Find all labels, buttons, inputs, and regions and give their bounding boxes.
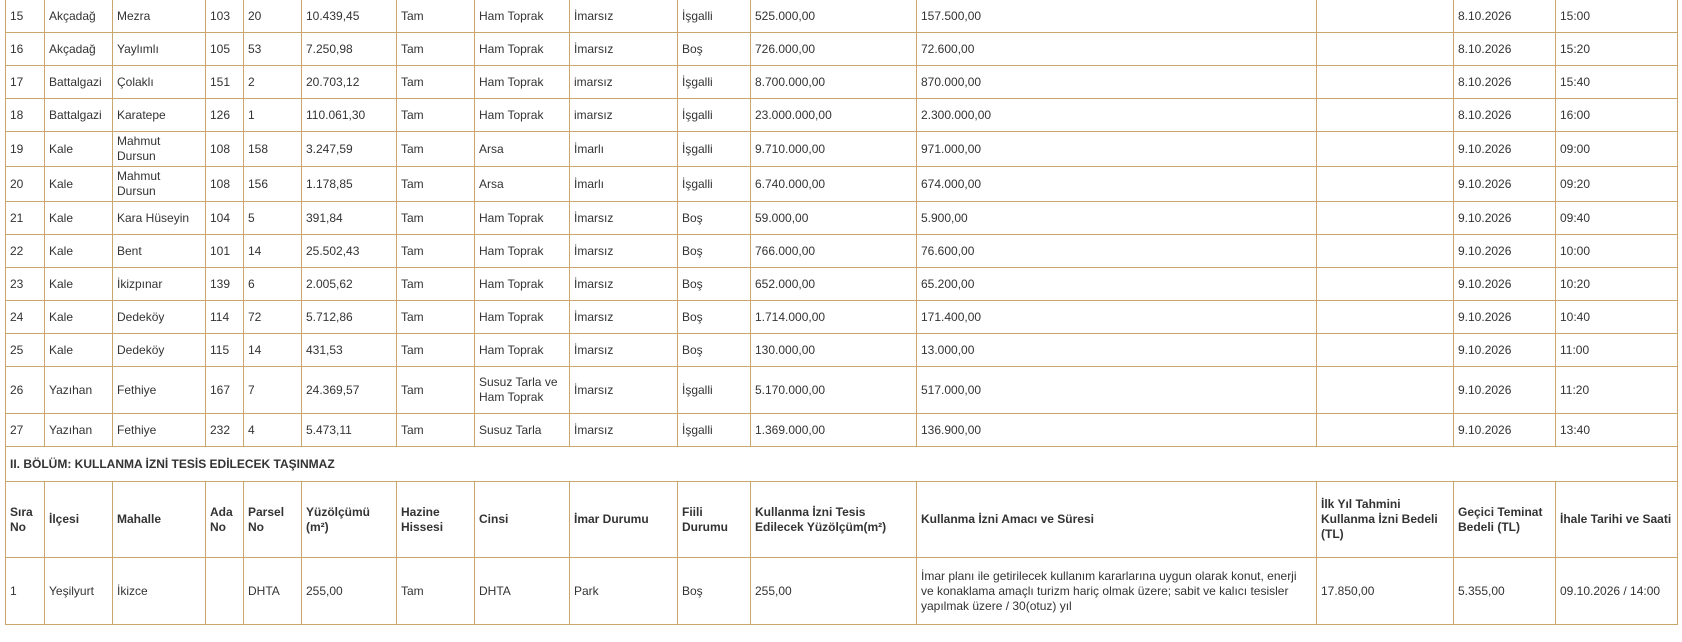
cell-empty [1317,414,1454,447]
cell-hisse: Tam [397,66,475,99]
cell-ihale-tarihi: 9.10.2026 [1454,334,1556,367]
cell-sira-no: 23 [6,268,45,301]
cell-ihale-saati: 15:40 [1556,66,1678,99]
cell-parsel: 72 [244,301,302,334]
cell-ihale-saati: 13:40 [1556,414,1678,447]
header-kullanma-izni-amaci: Kullanma İzni Amacı ve Süresi [917,482,1317,558]
property-rows [6,0,1678,447]
cell-sira-no: 24 [6,301,45,334]
section-2-title: II. BÖLÜM: KULLANMA İZNİ TESİS EDİLECEK TAŞINMAZ [6,447,1678,482]
cell-fiili: İşgalli [678,132,751,167]
cell-empty [1317,0,1454,33]
table-row [6,367,1678,414]
cell-ihale-tarihi: 09.10.2026 / 14:00 [1556,558,1678,625]
cell-ihale-tarihi: 9.10.2026 [1454,202,1556,235]
header-cinsi: Cinsi [475,482,570,558]
cell-cinsi: Ham Toprak [475,66,570,99]
cell-cinsi: Arsa [475,167,570,202]
cell-gecici-teminat: 870.000,00 [917,66,1317,99]
cell-parsel: 2 [244,66,302,99]
cell-fiili: Boş [678,268,751,301]
cell-cinsi: Ham Toprak [475,301,570,334]
cell-mahalle: Karatepe [113,99,206,132]
table-row [6,334,1678,367]
cell-ada: 126 [206,99,244,132]
cell-ihale-saati: 09:40 [1556,202,1678,235]
cell-cinsi: Ham Toprak [475,268,570,301]
table-row [6,167,1678,202]
cell-mahalle: Fethiye [113,414,206,447]
cell-hisse: Tam [397,235,475,268]
cell-mahalle: Dedeköy [113,301,206,334]
cell-fiili: Boş [678,558,751,625]
cell-mahalle: Çolaklı [113,66,206,99]
cell-ihale-saati: 10:20 [1556,268,1678,301]
cell-ihale-tarihi: 9.10.2026 [1454,367,1556,414]
cell-imar: İmarsız [570,33,678,66]
header-hazine-hissesi: Hazine Hissesi [397,482,475,558]
cell-tahmini-bedel: 1.714.000,00 [751,301,917,334]
cell-sira-no: 22 [6,235,45,268]
cell-mahalle: Bent [113,235,206,268]
cell-fiili: Boş [678,334,751,367]
header-ada-no: Ada No [206,482,244,558]
table-row [6,414,1678,447]
cell-tahmini-bedel: 1.369.000,00 [751,414,917,447]
cell-parsel: 14 [244,334,302,367]
cell-empty [1317,33,1454,66]
cell-gecici-teminat: 2.300.000,00 [917,99,1317,132]
cell-ada: 104 [206,202,244,235]
cell-hisse: Tam [397,268,475,301]
cell-kullanma-izni-amaci: İmar planı ile getirilecek kullanım kararlarına uygun olarak konut, enerji ve konaklama amaçlı turizm hariç olmak üzere; sabit ve kalıcı tesisler yapılmak üzere / 30(otuz) yıl [917,558,1317,625]
cell-tahmini-bedel: 6.740.000,00 [751,167,917,202]
cell-hisse: Tam [397,167,475,202]
header-ihale-tarihi: İhale Tarihi ve Saati [1556,482,1678,558]
cell-kullanma-izni-yuzolcum: 255,00 [751,558,917,625]
cell-parsel: 5 [244,202,302,235]
cell-tahmini-bedel: 652.000,00 [751,268,917,301]
cell-hisse: Tam [397,414,475,447]
cell-ilce: Battalgazi [45,99,113,132]
cell-ilce: Kale [45,167,113,202]
cell-ilce: Yazıhan [45,367,113,414]
cell-imar: İmarsız [570,235,678,268]
cell-ihale-tarihi: 9.10.2026 [1454,132,1556,167]
cell-imar: Park [570,558,678,625]
cell-fiili: Boş [678,33,751,66]
cell-tahmini-bedel: 130.000,00 [751,334,917,367]
cell-imar: İmarsız [570,334,678,367]
cell-cinsi: DHTA [475,558,570,625]
cell-tahmini-bedel: 9.710.000,00 [751,132,917,167]
cell-empty [1317,268,1454,301]
cell-empty [1317,99,1454,132]
cell-gecici-teminat: 171.400,00 [917,301,1317,334]
cell-ilce: Yazıhan [45,414,113,447]
cell-sira-no: 27 [6,414,45,447]
cell-cinsi: Susuz Tarla ve Ham Toprak [475,367,570,414]
auction-table [5,0,1678,625]
cell-gecici-teminat: 157.500,00 [917,0,1317,33]
cell-mahalle: Yaylımlı [113,33,206,66]
table-row [6,0,1678,33]
cell-parsel: 53 [244,33,302,66]
cell-imar: İmarsız [570,0,678,33]
cell-yuzolcum: 5.473,11 [302,414,397,447]
cell-fiili: İşgalli [678,414,751,447]
cell-tahmini-bedel: 59.000,00 [751,202,917,235]
cell-cinsi: Ham Toprak [475,235,570,268]
cell-ilce: Kale [45,268,113,301]
cell-gecici-teminat: 13.000,00 [917,334,1317,367]
cell-gecici-teminat: 674.000,00 [917,167,1317,202]
cell-ilk-yil-bedeli: 17.850,00 [1317,558,1454,625]
cell-yuzolcum: 24.369,57 [302,367,397,414]
cell-hisse: Tam [397,367,475,414]
cell-sira-no: 16 [6,33,45,66]
cell-ihale-saati: 16:00 [1556,99,1678,132]
cell-cinsi: Ham Toprak [475,334,570,367]
cell-hisse: Tam [397,202,475,235]
table-row [6,33,1678,66]
cell-ihale-tarihi: 9.10.2026 [1454,235,1556,268]
cell-yuzolcum: 255,00 [302,558,397,625]
cell-tahmini-bedel: 525.000,00 [751,0,917,33]
cell-gecici-teminat: 72.600,00 [917,33,1317,66]
cell-fiili: İşgalli [678,167,751,202]
cell-empty [1317,66,1454,99]
section-2-title-row [6,447,1678,482]
table-row [6,301,1678,334]
cell-sira-no: 20 [6,167,45,202]
cell-ilce: Akçadağ [45,0,113,33]
cell-yuzolcum: 10.439,45 [302,0,397,33]
cell-ada: 105 [206,33,244,66]
cell-empty [1317,367,1454,414]
cell-sira-no: 15 [6,0,45,33]
cell-ilce: Battalgazi [45,66,113,99]
table-row [6,99,1678,132]
cell-cinsi: Ham Toprak [475,0,570,33]
cell-imar: İmarsız [570,268,678,301]
cell-cinsi: Ham Toprak [475,33,570,66]
cell-ihale-saati: 11:00 [1556,334,1678,367]
cell-ihale-tarihi: 9.10.2026 [1454,414,1556,447]
header-yuzolcumu: Yüzölçümü (m²) [302,482,397,558]
cell-ada: 101 [206,235,244,268]
cell-ihale-saati: 10:00 [1556,235,1678,268]
header-ilk-yil-bedeli: İlk Yıl Tahmini Kullanma İzni Bedeli (TL) [1317,482,1454,558]
cell-yuzolcum: 110.061,30 [302,99,397,132]
cell-ilce: Kale [45,202,113,235]
cell-tahmini-bedel: 726.000,00 [751,33,917,66]
cell-yuzolcum: 1.178,85 [302,167,397,202]
cell-ilce: Yeşilyurt [45,558,113,625]
cell-fiili: Boş [678,301,751,334]
cell-fiili: İşgalli [678,0,751,33]
cell-ihale-tarihi: 8.10.2026 [1454,33,1556,66]
cell-yuzolcum: 20.703,12 [302,66,397,99]
table-row [6,202,1678,235]
cell-ada: 103 [206,0,244,33]
cell-fiili: Boş [678,202,751,235]
cell-hisse: Tam [397,99,475,132]
cell-yuzolcum: 5.712,86 [302,301,397,334]
cell-empty [1317,301,1454,334]
cell-hisse: Tam [397,558,475,625]
cell-imar: İmarlı [570,167,678,202]
cell-yuzolcum: 2.005,62 [302,268,397,301]
cell-imar: İmarsız [570,367,678,414]
cell-empty [1317,235,1454,268]
cell-ihale-tarihi: 8.10.2026 [1454,99,1556,132]
cell-fiili: İşgalli [678,367,751,414]
cell-mahalle: Dedeköy [113,334,206,367]
table-row [6,66,1678,99]
cell-parsel: 1 [244,99,302,132]
cell-parsel: 7 [244,367,302,414]
cell-yuzolcum: 391,84 [302,202,397,235]
cell-imar: İmarsız [570,414,678,447]
cell-sira-no: 19 [6,132,45,167]
cell-parsel: DHTA [244,558,302,625]
cell-yuzolcum: 3.247,59 [302,132,397,167]
cell-gecici-teminat: 65.200,00 [917,268,1317,301]
cell-ihale-saati: 09:00 [1556,132,1678,167]
cell-fiili: Boş [678,235,751,268]
cell-ada: 108 [206,132,244,167]
cell-fiili: İşgalli [678,66,751,99]
cell-gecici-teminat: 5.355,00 [1454,558,1556,625]
cell-ilce: Akçadağ [45,33,113,66]
cell-ilce: Kale [45,235,113,268]
cell-ihale-saati: 15:00 [1556,0,1678,33]
cell-sira-no: 26 [6,367,45,414]
cell-ada: 151 [206,66,244,99]
cell-gecici-teminat: 76.600,00 [917,235,1317,268]
section-2-header-row [6,482,1678,558]
cell-parsel: 6 [244,268,302,301]
cell-cinsi: Ham Toprak [475,202,570,235]
cell-ihale-tarihi: 9.10.2026 [1454,167,1556,202]
table-row [6,268,1678,301]
cell-ihale-tarihi: 8.10.2026 [1454,66,1556,99]
cell-yuzolcum: 7.250,98 [302,33,397,66]
header-gecici-teminat: Geçici Teminat Bedeli (TL) [1454,482,1556,558]
cell-parsel: 4 [244,414,302,447]
cell-ihale-saati: 09:20 [1556,167,1678,202]
cell-sira-no: 1 [6,558,45,625]
cell-cinsi: Susuz Tarla [475,414,570,447]
cell-parsel: 158 [244,132,302,167]
cell-cinsi: Arsa [475,132,570,167]
header-mahalle: Mahalle [113,482,206,558]
cell-cinsi: Ham Toprak [475,99,570,132]
header-parsel-no: Parsel No [244,482,302,558]
table-row [6,132,1678,167]
cell-parsel: 156 [244,167,302,202]
cell-hisse: Tam [397,33,475,66]
table-row [6,235,1678,268]
cell-gecici-teminat: 136.900,00 [917,414,1317,447]
cell-yuzolcum: 25.502,43 [302,235,397,268]
header-imar-durumu: İmar Durumu [570,482,678,558]
cell-hisse: Tam [397,132,475,167]
cell-ihale-tarihi: 9.10.2026 [1454,268,1556,301]
cell-imar: imarsız [570,99,678,132]
cell-ada: 108 [206,167,244,202]
cell-ada: 232 [206,414,244,447]
cell-mahalle: Mahmut Dursun [113,167,206,202]
cell-parsel: 14 [244,235,302,268]
cell-sira-no: 17 [6,66,45,99]
cell-tahmini-bedel: 766.000,00 [751,235,917,268]
cell-hisse: Tam [397,334,475,367]
cell-ihale-saati: 11:20 [1556,367,1678,414]
cell-ihale-saati: 10:40 [1556,301,1678,334]
cell-sira-no: 25 [6,334,45,367]
cell-imar: İmarsız [570,202,678,235]
cell-mahalle: Fethiye [113,367,206,414]
cell-imar: imarsız [570,66,678,99]
cell-tahmini-bedel: 5.170.000,00 [751,367,917,414]
cell-gecici-teminat: 971.000,00 [917,132,1317,167]
cell-empty [1317,132,1454,167]
cell-mahalle: Kara Hüseyin [113,202,206,235]
cell-ilce: Kale [45,301,113,334]
header-ilcesi: İlçesi [45,482,113,558]
cell-fiili: İşgalli [678,99,751,132]
cell-parsel: 20 [244,0,302,33]
cell-mahalle: Mezra [113,0,206,33]
section-2-row [6,558,1678,625]
cell-sira-no: 21 [6,202,45,235]
cell-gecici-teminat: 5.900,00 [917,202,1317,235]
header-sira-no: Sıra No [6,482,45,558]
cell-tahmini-bedel: 8.700.000,00 [751,66,917,99]
cell-ada: 167 [206,367,244,414]
cell-empty [1317,167,1454,202]
cell-hisse: Tam [397,0,475,33]
header-kullanma-izni-yuzolcum: Kullanma İzni Tesis Edilecek Yüzölçüm(m²) [751,482,917,558]
cell-imar: İmarsız [570,301,678,334]
cell-ilce: Kale [45,132,113,167]
cell-ada: 139 [206,268,244,301]
cell-imar: İmarlı [570,132,678,167]
cell-ihale-tarihi: 8.10.2026 [1454,0,1556,33]
cell-tahmini-bedel: 23.000.000,00 [751,99,917,132]
cell-ilce: Kale [45,334,113,367]
header-fiili-durumu: Fiili Durumu [678,482,751,558]
cell-sira-no: 18 [6,99,45,132]
cell-mahalle: İkizce [113,558,206,625]
cell-mahalle: Mahmut Dursun [113,132,206,167]
cell-ada [206,558,244,625]
cell-ihale-tarihi: 9.10.2026 [1454,301,1556,334]
cell-ada: 115 [206,334,244,367]
cell-empty [1317,202,1454,235]
cell-empty [1317,334,1454,367]
cell-mahalle: İkizpınar [113,268,206,301]
cell-ihale-saati: 15:20 [1556,33,1678,66]
cell-gecici-teminat: 517.000,00 [917,367,1317,414]
cell-hisse: Tam [397,301,475,334]
cell-yuzolcum: 431,53 [302,334,397,367]
cell-ada: 114 [206,301,244,334]
